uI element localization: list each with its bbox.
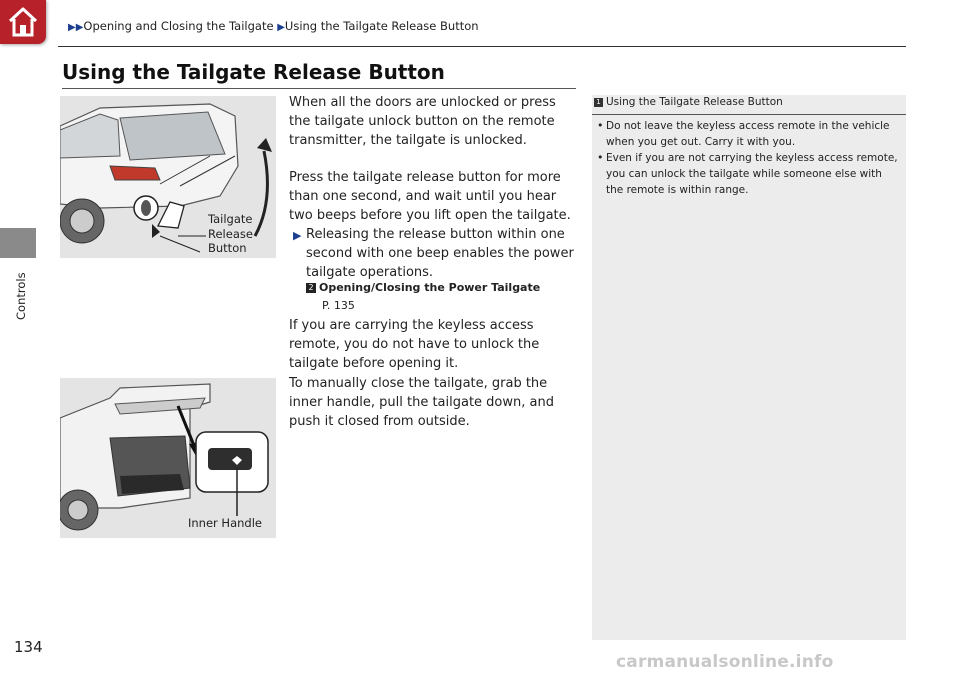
bullet-text: Do not leave the keyless access remote in the vehicle when you get out. Carry it with you. <box>606 120 890 148</box>
paragraph-unlock <box>289 93 579 150</box>
callout-line: Button <box>208 241 247 255</box>
section-title: Using the Tailgate Release Button <box>62 60 445 84</box>
paragraph-text: If you are carrying the keyless access remote, you do not have to unlock the tailgate before opening it. <box>289 318 540 371</box>
paragraph-release <box>289 168 579 225</box>
callout-tailgate-release-button <box>208 212 253 256</box>
home-button[interactable] <box>0 0 46 44</box>
inner-handle-illustration <box>60 378 276 538</box>
sidebar-bullet <box>597 118 898 150</box>
callout-line: Release <box>208 226 253 241</box>
home-icon <box>7 6 39 38</box>
note-arrow-icon: ▶ <box>293 229 302 242</box>
page-number: 134 <box>14 638 43 656</box>
xref-title[interactable]: Opening/Closing the Power Tailgate <box>319 281 541 294</box>
sidebar-divider <box>592 114 906 115</box>
paragraph-text: When all the doors are unlocked or press the tailgate unlock button on the remote transmitter, the tailgate is unlocked. <box>289 95 556 148</box>
breadcrumb-item[interactable]: Opening and Closing the Tailgate <box>83 19 274 33</box>
breadcrumb-arrow-icon: ▶ <box>277 22 285 33</box>
cross-reference-page[interactable]: P. 135 <box>322 299 355 312</box>
paragraph-text: Press the tailgate release button for more than one second, and wait until you hear two beeps before you lift open the tailgate. <box>289 170 571 223</box>
note-text: Releasing the release button within one second with one beep enables the power tailgate operations. <box>306 227 574 280</box>
note-power-tailgate <box>293 225 576 282</box>
note-number-icon: 1 <box>594 98 603 107</box>
bullet-icon: • <box>597 119 604 132</box>
sidebar-note-title <box>592 96 906 108</box>
header-divider <box>58 46 906 47</box>
tailgate-release-illustration <box>60 96 276 258</box>
bullet-text: Even if you are not carrying the keyless access remote, you can unlock the tailgate while someone else with the remote is within range. <box>606 152 898 196</box>
bullet-icon: • <box>597 151 604 164</box>
callout-line: Tailgate <box>208 212 253 226</box>
callout-inner-handle: Inner Handle <box>188 516 262 530</box>
breadcrumb-item[interactable]: Using the Tailgate Release Button <box>284 19 479 33</box>
breadcrumb <box>68 19 479 33</box>
paragraph-keyless <box>289 316 579 373</box>
section-tab-label: Controls <box>14 272 28 320</box>
sidebar-bullet <box>597 150 898 198</box>
car-open-tailgate-illustration <box>60 378 276 538</box>
title-underline <box>62 88 576 89</box>
cross-reference-link[interactable] <box>306 279 540 296</box>
breadcrumb-arrow-icon: ▶▶ <box>68 22 84 33</box>
watermark: carmanualsonline.info <box>616 652 834 672</box>
reference-arrow-icon: 2 <box>306 283 316 293</box>
paragraph-text: To manually close the tailgate, grab the inner handle, pull the tailgate down, and push it closed from outside. <box>289 376 554 429</box>
sidebar-title-text: Using the Tailgate Release Button <box>606 96 783 108</box>
paragraph-close <box>289 374 579 431</box>
